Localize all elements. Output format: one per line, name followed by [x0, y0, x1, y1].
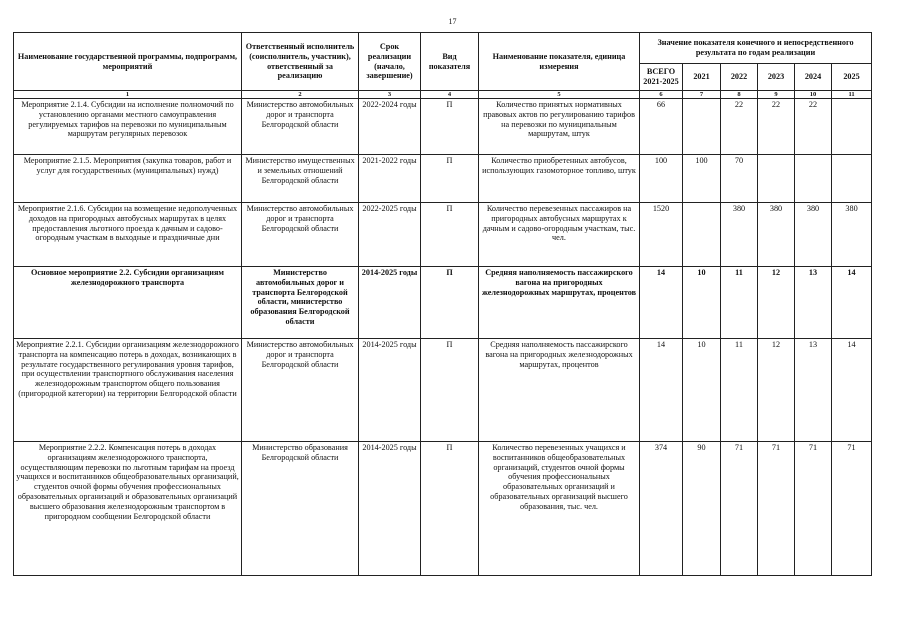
row-indicator: Средняя наполняемость пассажирского вагона на пригородных железнодорожных маршрутах, процентов: [479, 339, 640, 442]
row-value-2021: [683, 99, 721, 155]
row-type: П: [421, 339, 479, 442]
row-value-2023: 380: [758, 203, 795, 267]
header-responsible: Ответственный исполнитель (соисполнитель, участник), ответственный за реализацию: [242, 33, 359, 91]
table-row: [14, 339, 872, 442]
table-row: [14, 155, 872, 203]
row-responsible: Министерство автомобильных дорог и транспорта Белгородской области: [242, 99, 359, 155]
row-period: 2022-2024 годы: [359, 99, 421, 155]
row-total: 66: [640, 99, 683, 155]
row-value-2025: 14: [832, 267, 872, 339]
row-value-2021: 10: [683, 339, 721, 442]
row-name: Мероприятие 2.1.4. Субсидии на исполнение полномочий по установлению органами местного самоуправления регулируемых тарифов на перевозки по муниципальным маршрутам регулярных перевозок: [14, 99, 242, 155]
row-name: Мероприятие 2.2.2. Компенсация потерь в доходах организациям железнодорожного транспорта, осуществляющим перевозки по льготным тарифам на проезд учащихся и воспитанников общеобразовательных организаций, студентов очной формы обучения профессиональных образовательных организаций и образовательных организаций высшего образования железнодорожным транспортом в пригородном сообщении Белгородской области: [14, 442, 242, 576]
header-year-2023: 2023: [758, 64, 795, 91]
row-value-2024: [795, 155, 832, 203]
column-number: 11: [832, 91, 872, 99]
row-value-2024: 380: [795, 203, 832, 267]
row-name: Мероприятие 2.1.5. Мероприятия (закупка товаров, работ и услуг для государственных (муниципальных) нужд): [14, 155, 242, 203]
row-value-2024: 13: [795, 267, 832, 339]
column-number: 2: [242, 91, 359, 99]
row-type: П: [421, 203, 479, 267]
row-value-2022: 11: [721, 339, 758, 442]
row-responsible: Министерство образования Белгородской области: [242, 442, 359, 576]
program-table: [13, 32, 872, 576]
row-value-2022: 71: [721, 442, 758, 576]
column-number: 7: [683, 91, 721, 99]
row-value-2023: 22: [758, 99, 795, 155]
row-period: 2014-2025 годы: [359, 339, 421, 442]
row-value-2025: 71: [832, 442, 872, 576]
row-value-2022: 380: [721, 203, 758, 267]
row-name: Основное мероприятие 2.2. Субсидии организациям железнодорожного транспорта: [14, 267, 242, 339]
table-row: [14, 99, 872, 155]
row-name: Мероприятие 2.1.6. Субсидии на возмещение недополученных доходов на пригородных автобусных маршрутах в целях предоставления льготного проезда к дачным и садово-огородным участкам в выходные и праздничные дни: [14, 203, 242, 267]
row-type: П: [421, 99, 479, 155]
column-number: 10: [795, 91, 832, 99]
row-value-2024: 22: [795, 99, 832, 155]
row-value-2022: 22: [721, 99, 758, 155]
row-value-2025: 380: [832, 203, 872, 267]
row-period: 2014-2025 годы: [359, 267, 421, 339]
row-total: 1520: [640, 203, 683, 267]
row-value-2024: 13: [795, 339, 832, 442]
row-name: Мероприятие 2.2.1. Субсидии организациям железнодорожного транспорта на компенсацию потерь в доходах, возникающих в результате государственного регулирования уровня тарифов, при осуществлении транспортного обслуживания населения железнодорожным транспортом общего пользования (пригородной категории) на территории Белгородской области: [14, 339, 242, 442]
column-number: 9: [758, 91, 795, 99]
row-value-2021: [683, 203, 721, 267]
column-number-row: [14, 91, 872, 99]
header-name: Наименование государственной программы, подпрограмм, мероприятий: [14, 33, 242, 91]
header-year-2025: 2025: [832, 64, 872, 91]
table-row: [14, 442, 872, 576]
row-value-2023: [758, 155, 795, 203]
row-indicator: Количество перевезенных учащихся и воспитанников общеобразовательных организаций, студентов очной формы обучения профессиональных образовательных организаций и образовательных организаций высшего образования, тыс. чел.: [479, 442, 640, 576]
row-value-2023: 71: [758, 442, 795, 576]
row-indicator: Количество приобретенных автобусов, использующих газомоторное топливо, штук: [479, 155, 640, 203]
row-total: 100: [640, 155, 683, 203]
row-responsible: Министерство автомобильных дорог и транспорта Белгородской области: [242, 339, 359, 442]
row-value-2021: 100: [683, 155, 721, 203]
row-total: 374: [640, 442, 683, 576]
row-value-2023: 12: [758, 339, 795, 442]
column-number: 8: [721, 91, 758, 99]
header-year-2022: 2022: [721, 64, 758, 91]
row-value-2021: 10: [683, 267, 721, 339]
row-type: П: [421, 155, 479, 203]
header-year-2021: 2021: [683, 64, 721, 91]
row-indicator: Количество принятых нормативных правовых актов по регулированию тарифов на перевозки по муниципальным маршрутам, штук: [479, 99, 640, 155]
row-responsible: Министерство автомобильных дорог и транспорта Белгородской области, министерство образования Белгородской области: [242, 267, 359, 339]
column-number: 3: [359, 91, 421, 99]
row-period: 2021-2022 годы: [359, 155, 421, 203]
header-indicator-type: Вид показателя: [421, 33, 479, 91]
column-number: 1: [14, 91, 242, 99]
row-responsible: Министерство автомобильных дорог и транспорта Белгородской области: [242, 203, 359, 267]
row-value-2022: 70: [721, 155, 758, 203]
row-period: 2022-2025 годы: [359, 203, 421, 267]
row-responsible: Министерство имущественных и земельных отношений Белгородской области: [242, 155, 359, 203]
header-values-group: Значение показателя конечного и непосредственного результата по годам реализации: [640, 33, 872, 64]
row-value-2025: [832, 155, 872, 203]
row-value-2025: 14: [832, 339, 872, 442]
header-year-2024: 2024: [795, 64, 832, 91]
page-number: 17: [448, 17, 457, 26]
header-period: Срок реализации (начало, завершение): [359, 33, 421, 91]
column-number: 6: [640, 91, 683, 99]
table-row: [14, 203, 872, 267]
column-number: 4: [421, 91, 479, 99]
row-type: П: [421, 267, 479, 339]
row-period: 2014-2025 годы: [359, 442, 421, 576]
header-indicator-name: Наименование показателя, единица измерения: [479, 33, 640, 91]
header-total: ВСЕГО 2021-2025: [640, 64, 683, 91]
row-value-2025: [832, 99, 872, 155]
table-row-main-activity: [14, 267, 872, 339]
row-indicator: Количество перевезенных пассажиров на пригородных автобусных маршрутах к дачным и садово-огородным участкам, тыс. чел.: [479, 203, 640, 267]
row-indicator: Средняя наполняемость пассажирского вагона на пригородных железнодорожных маршрутах, процентов: [479, 267, 640, 339]
row-value-2022: 11: [721, 267, 758, 339]
row-value-2024: 71: [795, 442, 832, 576]
column-number: 5: [479, 91, 640, 99]
row-value-2021: 90: [683, 442, 721, 576]
row-value-2023: 12: [758, 267, 795, 339]
row-type: П: [421, 442, 479, 576]
row-total: 14: [640, 339, 683, 442]
row-total: 14: [640, 267, 683, 339]
